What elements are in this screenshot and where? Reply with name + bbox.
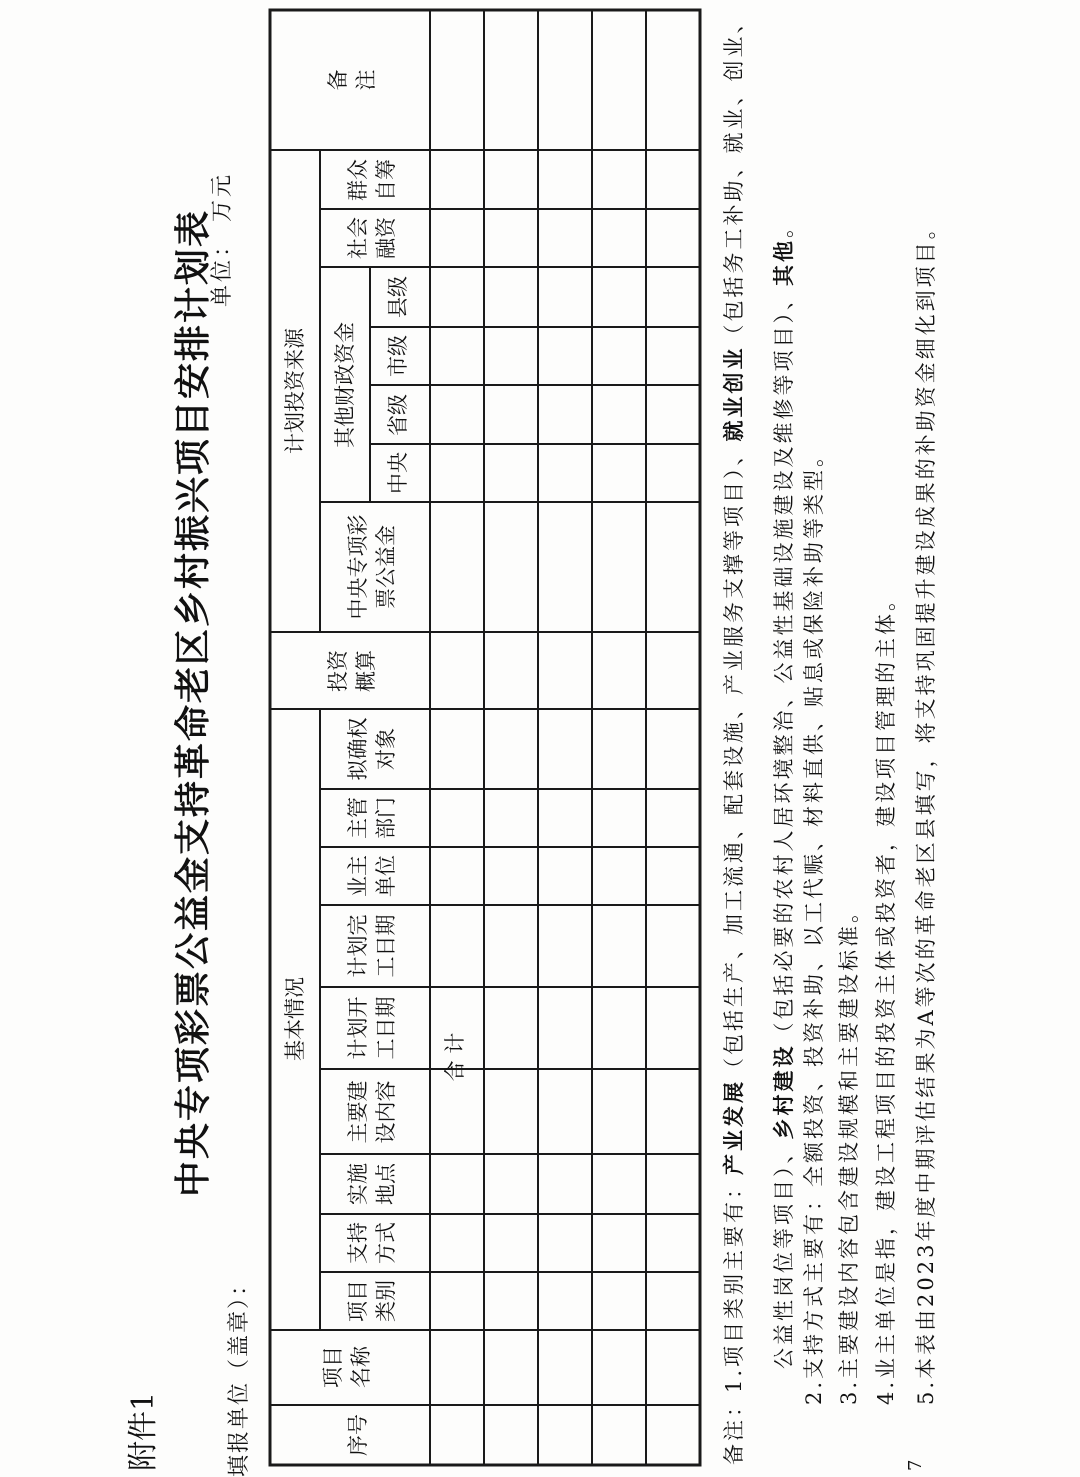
header-city: 市级 — [386, 335, 410, 377]
table-row-lines — [430, 10, 646, 1465]
page-number: 7 — [905, 1459, 926, 1471]
header-support-mode: 支持 方式 — [346, 1222, 398, 1264]
header-category: 项目 类别 — [346, 1280, 398, 1322]
header-location: 实施 地点 — [346, 1163, 398, 1205]
header-county: 县级 — [386, 276, 410, 318]
note-1-continued: 公益性岗位等项目）、乡村建设（包括必要的农村人居环境整治、公益性基础设施建设及维修等项目）、其他。 — [771, 214, 796, 1369]
header-lottery: 中央专项彩 票公益金 — [346, 514, 398, 620]
header-mass: 群众 自筹 — [346, 159, 398, 201]
header-name: 项目 名称 — [321, 1346, 373, 1388]
header-basic: 基本情况 — [283, 977, 307, 1061]
note-3: 3.主要建设内容包含建设规模和主要建设标准。 — [837, 898, 861, 1405]
header-remarks: 备 注 — [326, 69, 378, 91]
page-title: 中央专项彩票公益金支持革命老区乡村振兴项目安排计划表 — [173, 208, 214, 1197]
note-4: 4.业主单位是指，建设工程项目的投资主体或投资者，建设项目管理的主体。 — [874, 586, 898, 1405]
attachment-label: 附件1 — [126, 1391, 161, 1471]
header-province: 省级 — [386, 394, 410, 436]
header-seq: 序号 — [346, 1414, 370, 1456]
unit-label: 单位： 万元 — [210, 172, 235, 307]
total-label: 合 计 — [443, 1032, 467, 1082]
header-start-date: 计划开 工日期 — [346, 996, 398, 1060]
note-1: 备注：1.项目类别主要有：产业发展（包括生产、加工流通、配套设施、产业服务支撑等项目）、就业创业（包括务工补助、就业、创业、 — [721, 9, 746, 1465]
header-rights: 拟确权 对象 — [346, 717, 398, 781]
header-budget: 投资 概算 — [326, 650, 378, 692]
header-content: 主要建 设内容 — [346, 1080, 398, 1144]
header-central: 中央 — [386, 452, 410, 494]
header-owner: 业主 单位 — [346, 855, 398, 897]
header-source: 计划投资来源 — [283, 328, 307, 454]
filler-label: 填报单位（盖章）： — [227, 1271, 252, 1477]
header-social: 社会 融资 — [346, 217, 398, 259]
header-dept: 主管 部门 — [346, 797, 398, 839]
header-end-date: 计划完 工日期 — [346, 914, 398, 978]
note-5: 5.本表由2023年度中期评估结果为A等次的革命老区县填写，将支持巩固提升建设成果的补助资金细化到项目。 — [914, 215, 938, 1405]
note-2: 2.支持方式主要有：全额投资、投资补助、以工代赈、材料直供、贴息或保险补助等类型。 — [802, 442, 826, 1405]
header-other-fiscal: 其他财政资金 — [333, 322, 357, 448]
